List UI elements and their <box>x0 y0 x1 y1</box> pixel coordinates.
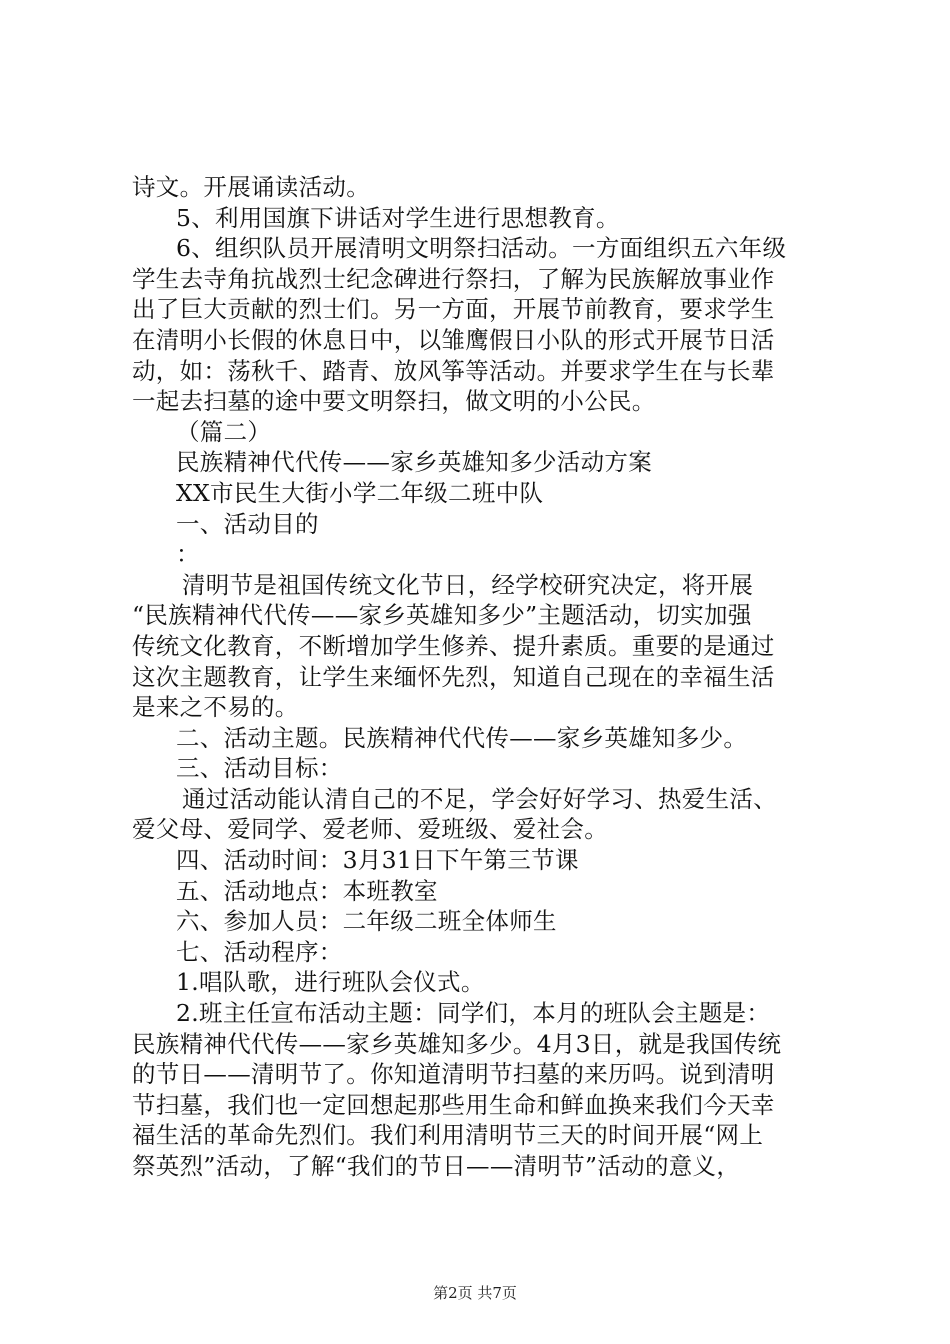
paragraph-line: 六、参加人员：二年级二班全体师生 <box>176 907 557 936</box>
paragraph-line: 民族精神代代传——家乡英雄知多少。4月3日，就是我国传统 <box>132 1029 782 1058</box>
paragraph-line: 福生活的革命先烈们。我们利用清明节三天的时间开展“网上 <box>132 1121 764 1150</box>
paragraph-line: 一起去扫墓的途中要文明祭扫，做文明的小公民。 <box>132 387 656 416</box>
document-body <box>132 172 832 1182</box>
page-number-footer: 第2页 共7页 <box>433 1284 517 1302</box>
paragraph-line: 三、活动目标： <box>176 754 343 783</box>
paragraph-line: 的节日——清明节了。你知道清明节扫墓的来历吗。说到清明 <box>132 1060 775 1089</box>
paragraph-line: 学生去寺角抗战烈士纪念碑进行祭扫，了解为民族解放事业作 <box>132 264 775 293</box>
paragraph-line: （篇二） <box>176 417 272 446</box>
paragraph-line: 6、组织队员开展清明文明祭扫活动。一方面组织五六年级 <box>176 234 787 263</box>
paragraph-line: 五、活动地点：本班教室 <box>176 876 438 905</box>
paragraph-line: 七、活动程序： <box>176 937 343 966</box>
paragraph-line: 清明节是祖国传统文化节日，经学校研究决定，将开展 <box>182 570 754 599</box>
paragraph-line: 传统文化教育，不断增加学生修养、提升素质。重要的是通过 <box>132 631 775 660</box>
paragraph-line: 是来之不易的。 <box>132 693 299 722</box>
paragraph-line: 祭英烈”活动，了解“我们的节日——清明节”活动的意义， <box>132 1152 741 1180</box>
paragraph-line: 在清明小长假的休息日中，以雏鹰假日小队的形式开展节日活 <box>132 325 775 354</box>
paragraph-line: “民族精神代代传——家乡英雄知多少”主题活动，切实加强 <box>132 601 752 630</box>
paragraph-line: 诗文。开展诵读活动。 <box>132 173 370 201</box>
paragraph-line: 这次主题教育，让学生来缅怀先烈，知道自己现在的幸福生活 <box>132 662 775 691</box>
paragraph-line: 1.唱队歌，进行班队会仪式。 <box>176 968 485 997</box>
paragraph-line: 5、利用国旗下讲话对学生进行思想教育。 <box>176 203 620 232</box>
paragraph-line: ： <box>176 540 200 569</box>
paragraph-line: 节扫墓，我们也一定回想起那些用生命和鲜血换来我们今天幸 <box>132 1090 775 1119</box>
paragraph-line: 爱父母、爱同学、爱老师、爱班级、爱社会。 <box>132 815 608 844</box>
paragraph-line: XX市民生大街小学二年级二班中队 <box>176 478 544 507</box>
paragraph-line: 民族精神代代传——家乡英雄知多少活动方案 <box>176 448 652 477</box>
paragraph-line: 出了巨大贡献的烈士们。另一方面，开展节前教育，要求学生 <box>132 295 775 324</box>
paragraph-line: 二、活动主题。民族精神代代传——家乡英雄知多少。 <box>176 723 748 752</box>
paragraph-line: 通过活动能认清自己的不足，学会好好学习、热爱生活、 <box>182 784 777 813</box>
paragraph-line: 2.班主任宣布活动主题：同学们，本月的班队会主题是： <box>176 999 771 1028</box>
paragraph-line: 四、活动时间：3月31日下午第三节课 <box>176 846 579 875</box>
paragraph-line: 一、活动目的 <box>176 509 319 538</box>
paragraph-line: 动，如：荡秋千、踏青、放风筝等活动。并要求学生在与长辈 <box>132 356 775 385</box>
